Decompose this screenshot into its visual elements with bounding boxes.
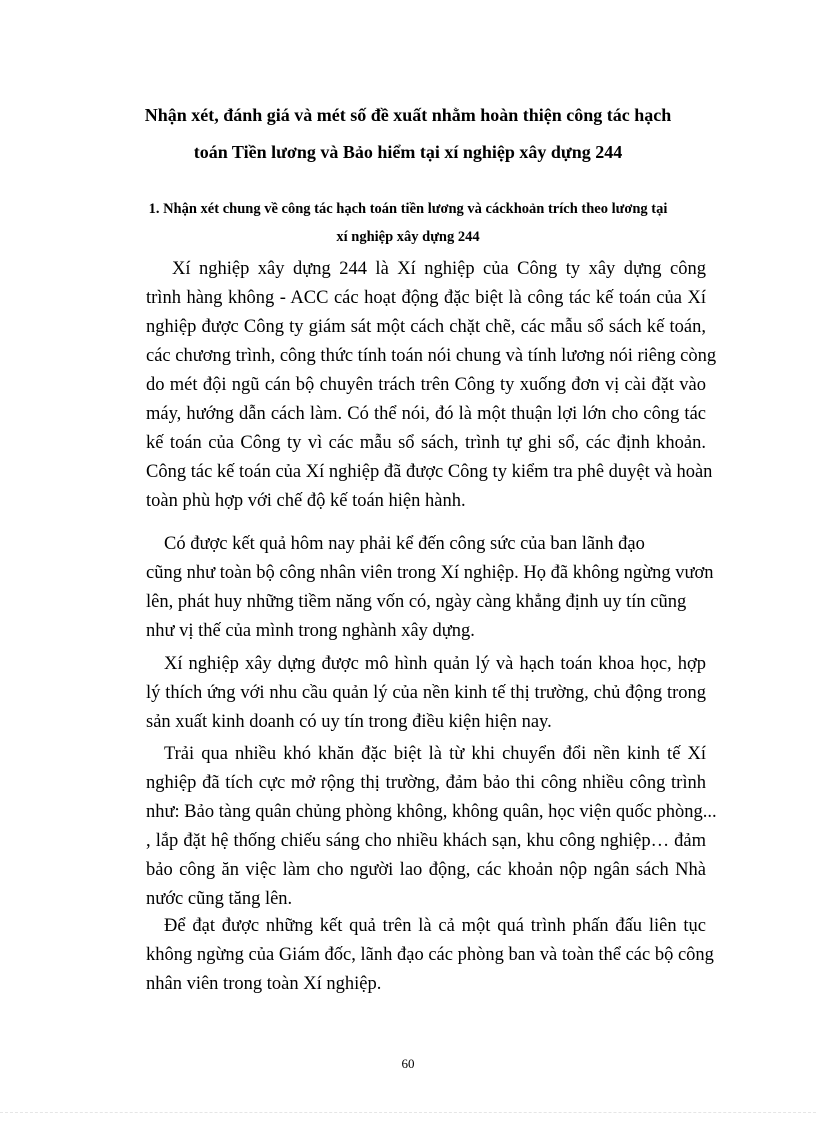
paragraph-2 [146,530,714,646]
paragraph-line: không ngừng của Giám đốc, lãnh đạo các phòng ban và toàn thể các bộ công [146,945,714,965]
page-number: 60 [401,1056,415,1071]
paragraph-line: các chương trình, công thức tính toán nói chung và tính lương nói riêng còng [146,346,717,366]
paragraph-line: lên, phát huy những tiềm năng vốn có, ngày càng khẳng định uy tín cũng [146,592,687,612]
paragraph-3 [146,650,706,737]
paragraph-line: nghiệp được Công ty giám sát một cách chặt chẽ, các mẫu sổ sách kế toán, [146,317,706,337]
paragraph-1 [146,255,717,516]
paragraph-5 [146,912,714,999]
paragraph-line: do mét đội ngũ cán bộ chuyên trách trên Công ty xuống đơn vị cài đặt vào [146,375,706,395]
paragraph-line: trình hàng không - ACC các hoạt động đặc biệt là công tác kế toán của Xí [146,288,706,308]
section-heading-line-2: xí nghiệp xây dựng 244 [336,229,480,245]
paragraph-line: Để đạt được những kết quả trên là cả một quá trình phấn đấu liên tục [164,916,706,936]
paragraph-line: nghiệp đã tích cực mở rộng thị trường, đảm bảo thi công nhiều công trình [146,773,706,793]
paragraph-line: Có được kết quả hôm nay phải kể đến công sức của ban lãnh đạo [164,534,645,554]
paragraph-line: , lắp đặt hệ thống chiếu sáng cho nhiều khách sạn, khu công nghiệp… đảm [146,831,706,851]
paragraph-line: bảo công ăn việc làm cho người lao động, các khoản nộp ngân sách Nhà [146,860,706,880]
paragraph-line: nhân viên trong toàn Xí nghiệp. [146,974,382,994]
paragraph-line: nước cũng tăng lên. [146,889,293,909]
document-title-line-2: toán Tiền lương và Bảo hiểm tại xí nghiệp xây dựng 244 [193,142,623,162]
section-heading-line-1: 1. Nhận xét chung về công tác hạch toán tiền lương và cáckhoản trích theo lương tại [148,201,668,217]
paragraph-line: kế toán của Công ty vì các mẫu sổ sách, trình tự ghi sổ, các định khoản. [146,433,706,453]
document-title-line-1: Nhận xét, đánh giá và mét số đề xuất nhằm hoàn thiện công tác hạch [144,105,672,125]
paragraph-line: như vị thế của mình trong nghành xây dựng. [146,621,475,641]
paragraph-line: Công tác kế toán của Xí nghiệp đã được Công ty kiểm tra phê duyệt và hoàn [146,462,713,482]
page-divider [0,1112,816,1113]
paragraph-line: Xí nghiệp xây dựng 244 là Xí nghiệp của Công ty xây dựng công [172,259,706,279]
paragraph-line: máy, hướng dẫn cách làm. Có thể nói, đó là một thuận lợi lớn cho công tác [146,404,706,424]
paragraph-line: Xí nghiệp xây dựng được mô hình quản lý và hạch toán khoa học, hợp [164,654,706,674]
paragraph-line: Trải qua nhiều khó khăn đặc biệt là từ khi chuyển đổi nền kinh tế Xí [164,744,706,764]
paragraph-line: lý thích ứng với nhu cầu quản lý của nền kinh tế thị trường, chủ động trong [146,683,706,703]
paragraph-line: như: Bảo tàng quân chủng phòng không, không quân, học viện quốc phòng... [146,802,717,822]
paragraph-line: cũng như toàn bộ công nhân viên trong Xí nghiệp. Họ đã không ngừng vươn [146,563,714,583]
paragraph-4 [146,740,717,914]
paragraph-line: sản xuất kinh doanh có uy tín trong điều kiện hiện nay. [146,712,552,732]
paragraph-line: toàn phù hợp với chế độ kế toán hiện hành. [146,491,466,511]
